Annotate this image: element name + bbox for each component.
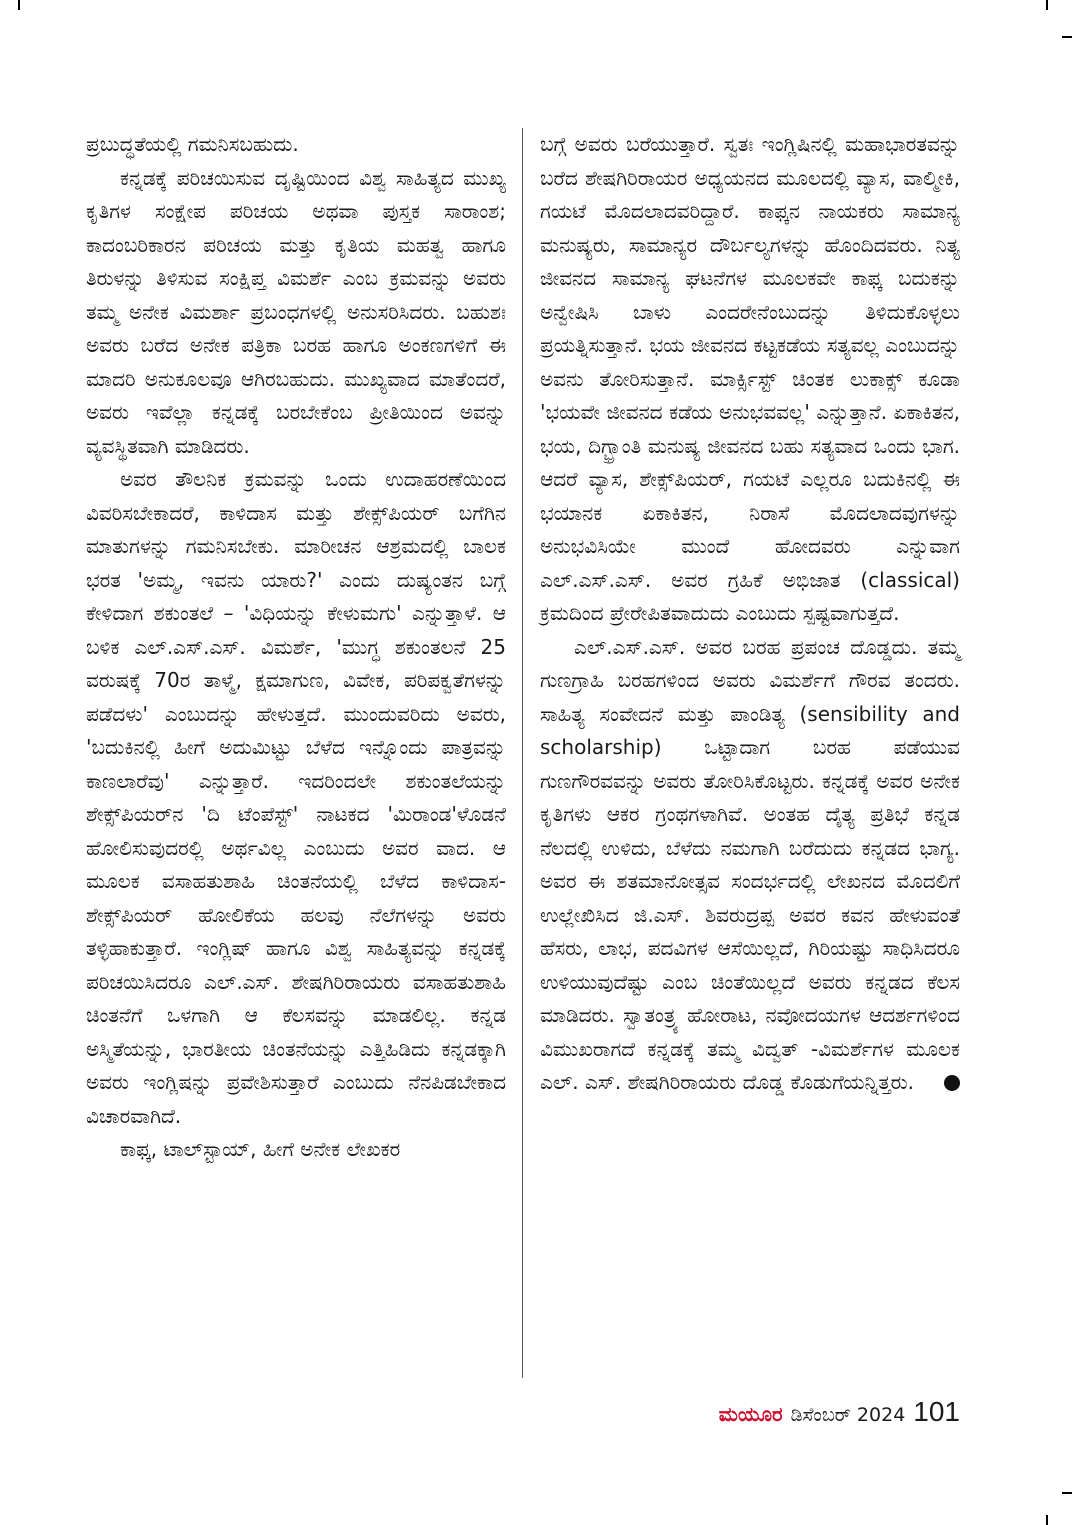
paragraph: ಕನ್ನಡಕ್ಕೆ ಪರಿಚಯಿಸುವ ದೃಷ್ಟಿಯಿಂದ ವಿಶ್ವ ಸಾಹಿತ್ಯದ ಮುಖ್ಯ ಕೃತಿಗಳ ಸಂಕ್ಷೇಪ ಪರಿಚಯ ಅಥವಾ ಪುಸ್ತಕ ಸಾರಾಂಶ; ಕಾದಂಬರಿಕಾರನ ಪರಿಚಯ ಮತ್ತು ಕೃತಿಯ ಮಹತ್ವ ಹಾಗೂ ತಿರುಳನ್ನು ತಿಳಿಸುವ ಸಂಕ್ಷಿಪ್ತ ವಿಮರ್ಶೆ ಎಂಬ ಕ್ರಮವನ್ನು ಅವರು ತಮ್ಮ ಅನೇಕ ವಿಮರ್ಶಾ ಪ್ರಬಂಧಗಳಲ್ಲಿ ಅನುಸರಿಸಿದರು. ಬಹುಶಃ ಅವರು ಬರೆದ ಅನೇಕ ಪತ್ರಿಕಾ ಬರಹ ಹಾಗೂ ಅಂಕಣಗಳಿಗೆ ಈ ಮಾದರಿ ಅನುಕೂಲವೂ ಆಗಿರಬಹುದು. ಮುಖ್ಯವಾದ ಮಾತೆಂದರೆ, ಅವರು ಇವೆಲ್ಲಾ ಕನ್ನಡಕ್ಕೆ ಬರಬೇಕೆಂಬ ಪ್ರೀತಿಯಿಂದ ಅವನ್ನು ವ್ಯವಸ್ಥಿತವಾಗಿ ಮಾಡಿದರು. xyxy=(86,165,506,458)
left-column xyxy=(86,128,506,1167)
page-footer xyxy=(719,1396,960,1428)
paragraph-text: ಎಲ್.ಎಸ್.ಎಸ್. ಅವರ ಬರಹ ಪ್ರಪಂಚ ದೊಡ್ಡದು. ತಮ್ಮ ಗುಣಗ್ರಾಹಿ ಬರಹಗಳಿಂದ ಅವರು ವಿಮರ್ಶೆಗೆ ಗೌರವ ತಂದರು. ಸಾಹಿತ್ಯ ಸಂವೇದನೆ ಮತ್ತು ಪಾಂಡಿತ್ಯ (sensibility and scholarship) ಒಟ್ಟಾದಾಗ ಬರಹ ಪಡೆಯುವ ಗುಣಗೌರವವನ್ನು ಅವರು ತೋರಿಸಿಕೊಟ್ಟರು. ಕನ್ನಡಕ್ಕೆ ಅವರ ಅನೇಕ ಕೃತಿಗಳು ಆಕರ ಗ್ರಂಥಗಳಾಗಿವೆ. ಅಂತಹ ದೈತ್ಯ ಪ್ರತಿಭೆ ಕನ್ನಡ ನೆಲದಲ್ಲಿ ಉಳಿದು, ಬೆಳೆದು ನಮಗಾಗಿ ಬರೆದುದು ಕನ್ನಡದ ಭಾಗ್ಯ. ಅವರ ಈ ಶತಮಾನೋತ್ಸವ ಸಂದರ್ಭದಲ್ಲಿ ಲೇಖನದ ಮೊದಲಿಗೆ ಉಲ್ಲೇಖಿಸಿದ ಜಿ.ಎಸ್. ಶಿವರುದ್ರಪ್ಪ ಅವರ ಕವನ ಹೇಳುವಂತೆ ಹೆಸರು, ಲಾಭ, ಪದವಿಗಳ ಆಸೆಯಿಲ್ಲದೆ, ಗಿರಿಯಷ್ಟು ಸಾಧಿಸಿದರೂ ಉಳಿಯುವುದೆಷ್ಟು ಎಂಬ ಚಿಂತೆಯಿಲ್ಲದೆ ಅವರು ಕನ್ನಡದ ಕೆಲಸ ಮಾಡಿದರು. ಸ್ವಾತಂತ್ರ್ಯ ಹೋರಾಟ, ನವೋದಯಗಳ ಆದರ್ಶಗಳಿಂದ ವಿಮುಖರಾಗದೆ ಕನ್ನಡಕ್ಕೆ ತಮ್ಮ ವಿದ್ವತ್ -ವಿಮರ್ಶೆಗಳ ಮೂಲಕ ಎಲ್. ಎಸ್. ಶೇಷಗಿರಿರಾಯರು ದೊಡ್ಡ ಕೊಡುಗೆಯನ್ನಿತ್ತರು. xyxy=(540,634,960,1094)
crop-mark xyxy=(18,0,20,10)
column-divider xyxy=(522,128,523,1378)
crop-mark xyxy=(1046,0,1048,10)
issue-date: ಡಿಸೆಂಬರ್ 2024 xyxy=(790,1404,906,1426)
crop-mark xyxy=(1062,1492,1072,1494)
crop-mark xyxy=(1046,1515,1048,1525)
crop-mark xyxy=(1062,36,1072,38)
paragraph: ಪ್ರಬುದ್ಧತೆಯಲ್ಲಿ ಗಮನಿಸಬಹುದು. xyxy=(86,132,299,156)
magazine-logo: ಮಯೂರ xyxy=(718,1402,783,1426)
paragraph: ಕಾಫ್ಕ, ಟಾಲ್‌ಸ್ಟಾಯ್, ಹೀಗೆ ಅನೇಕ ಲೇಖಕರ xyxy=(120,1137,401,1161)
paragraph: ಅವರ ತೌಲನಿಕ ಕ್ರಮವನ್ನು ಒಂದು ಉದಾಹರಣೆಯಿಂದ ವಿವರಿಸಬೇಕಾದರೆ, ಕಾಳಿದಾಸ ಮತ್ತು ಶೇಕ್ಸ್‌ಪಿಯರ್ ಬಗೆಗಿನ ಮಾತುಗಳನ್ನು ಗಮನಿಸಬೇಕು. ಮಾರೀಚನ ಆಶ್ರಮದಲ್ಲಿ ಬಾಲಕ ಭರತ 'ಅಮ್ಮ, ಇವನು ಯಾರು?' ಎಂದು ದುಷ್ಯಂತನ ಬಗ್ಗೆ ಕೇಳಿದಾಗ ಶಕುಂತಲೆ – 'ವಿಧಿಯನ್ನು ಕೇಳುಮಗು' ಎನ್ನುತ್ತಾಳೆ. ಆ ಬಳಿಕ ಎಲ್.ಎಸ್.ಎಸ್. ವಿಮರ್ಶೆ, 'ಮುಗ್ಧ ಶಕುಂತಲನೆ 25 ವರುಷಕ್ಕೆ 70ರ ತಾಳ್ಮೆ, ಕ್ಷಮಾಗುಣ, ವಿವೇಕ, ಪರಿಪಕ್ವತೆಗಳನ್ನು ಪಡೆದಳು' ಎಂಬುದನ್ನು ಹೇಳುತ್ತದೆ. ಮುಂದುವರಿದು ಅವರು, 'ಬದುಕಿನಲ್ಲಿ ಹೀಗೆ ಅದುಮಿಟ್ಟು ಬೆಳೆದ ಇನ್ನೊಂದು ಪಾತ್ರವನ್ನು ಕಾಣಲಾರೆವು' ಎನ್ನುತ್ತಾರೆ. ಇದರಿಂದಲೇ ಶಕುಂತಲೆಯನ್ನು ಶೇಕ್ಸ್‌ಪಿಯರ್‌ನ 'ದಿ ಟೆಂಪೆಸ್ಟ್' ನಾಟಕದ 'ಮಿರಾಂಡ'ಳೊಡನೆ ಹೋಲಿಸುವುದರಲ್ಲಿ ಅರ್ಥವಿಲ್ಲ ಎಂಬುದು ಅವರ ವಾದ. ಆ ಮೂಲಕ ವಸಾಹತುಶಾಹಿ ಚಿಂತನೆಯಲ್ಲಿ ಬೆಳೆದ ಕಾಳಿದಾಸ-ಶೇಕ್ಸ್‌ಪಿಯರ್ ಹೋಲಿಕೆಯ ಹಲವು ನೆಲೆಗಳನ್ನು ಅವರು ತಳ್ಳಿಹಾಕುತ್ತಾರೆ. ಇಂಗ್ಲಿಷ್ ಹಾಗೂ ವಿಶ್ವ ಸಾಹಿತ್ಯವನ್ನು ಕನ್ನಡಕ್ಕೆ ಪರಿಚಯಿಸಿದರೂ ಎಲ್.ಎಸ್. ಶೇಷಗಿರಿರಾಯರು ವಸಾಹತುಶಾಹಿ ಚಿಂತನೆಗೆ ಒಳಗಾಗಿ ಆ ಕೆಲಸವನ್ನು ಮಾಡಲಿಲ್ಲ. ಕನ್ನಡ ಅಸ್ಮಿತೆಯನ್ನು, ಭಾರತೀಯ ಚಿಂತನೆಯನ್ನು ಎತ್ತಿಹಿಡಿದು ಕನ್ನಡಕ್ಕಾಗಿ ಅವರು ಇಂಗ್ಲಿಷನ್ನು ಪ್ರವೇಶಿಸುತ್ತಾರೆ ಎಂಬುದು ನೆನಪಿಡಬೇಕಾದ ವಿಚಾರವಾಗಿದೆ. xyxy=(86,467,506,1128)
page-number: 101 xyxy=(913,1396,960,1427)
paragraph xyxy=(540,631,960,1100)
right-column xyxy=(540,128,960,1100)
paragraph: ಬಗ್ಗೆ ಅವರು ಬರೆಯುತ್ತಾರೆ. ಸ್ವತಃ ಇಂಗ್ಲಿಷಿನಲ್ಲಿ ಮಹಾಭಾರತವನ್ನು ಬರೆದ ಶೇಷಗಿರಿರಾಯರ ಅಧ್ಯಯನದ ಮೂಲದಲ್ಲಿ ವ್ಯಾಸ, ವಾಲ್ಮೀಕಿ, ಗಯಟೆ ಮೊದಲಾದವರಿದ್ದಾರೆ. ಕಾಫ್ಕನ ನಾಯಕರು ಸಾಮಾನ್ಯ ಮನುಷ್ಯರು, ಸಾಮಾನ್ಯರ ದೌರ್ಬಲ್ಯಗಳನ್ನು ಹೊಂದಿದವರು. ನಿತ್ಯ ಜೀವನದ ಸಾಮಾನ್ಯ ಘಟನೆಗಳ ಮೂಲಕವೇ ಕಾಫ್ಕ ಬದುಕನ್ನು ಅನ್ವೇಷಿಸಿ ಬಾಳು ಎಂದರೇನೆಂಬುದನ್ನು ತಿಳಿದುಕೊಳ್ಳಲು ಪ್ರಯತ್ನಿಸುತ್ತಾನೆ. ಭಯ ಜೀವನದ ಕಟ್ಟಕಡೆಯ ಸತ್ಯವಲ್ಲ ಎಂಬುದನ್ನು ಅವನು ತೋರಿಸುತ್ತಾನೆ. ಮಾರ್ಕ್ಸಿಸ್ಟ್ ಚಿಂತಕ ಲುಕಾಕ್ಸ್ ಕೂಡಾ 'ಭಯವೇ ಜೀವನದ ಕಡೆಯ ಅನುಭವವಲ್ಲ' ಎನ್ನುತ್ತಾನೆ. ಏಕಾಕಿತನ, ಭಯ, ದಿಗ್ಭ್ರಾಂತಿ ಮನುಷ್ಯ ಜೀವನದ ಬಹು ಸತ್ಯವಾದ ಒಂದು ಭಾಗ. ಆದರೆ ವ್ಯಾಸ, ಶೇಕ್ಸ್‌ಪಿಯರ್, ಗಯಟೆ ಎಲ್ಲರೂ ಬದುಕಿನಲ್ಲಿ ಈ ಭಯಾನಕ ಏಕಾಕಿತನ, ನಿರಾಸೆ ಮೊದಲಾದವುಗಳನ್ನು ಅನುಭವಿಸಿಯೇ ಮುಂದೆ ಹೋದವರು ಎನ್ನುವಾಗ ಎಲ್.ಎಸ್.ಎಸ್. ಅವರ ಗ್ರಹಿಕೆ ಅಭಿಜಾತ (classical) ಕ್ರಮದಿಂದ ಪ್ರೇರೇಪಿತವಾದುದು ಎಂಬುದು ಸ್ಪಷ್ಟವಾಗುತ್ತದೆ. xyxy=(540,132,960,625)
end-of-article-bullet-icon xyxy=(944,1075,960,1091)
